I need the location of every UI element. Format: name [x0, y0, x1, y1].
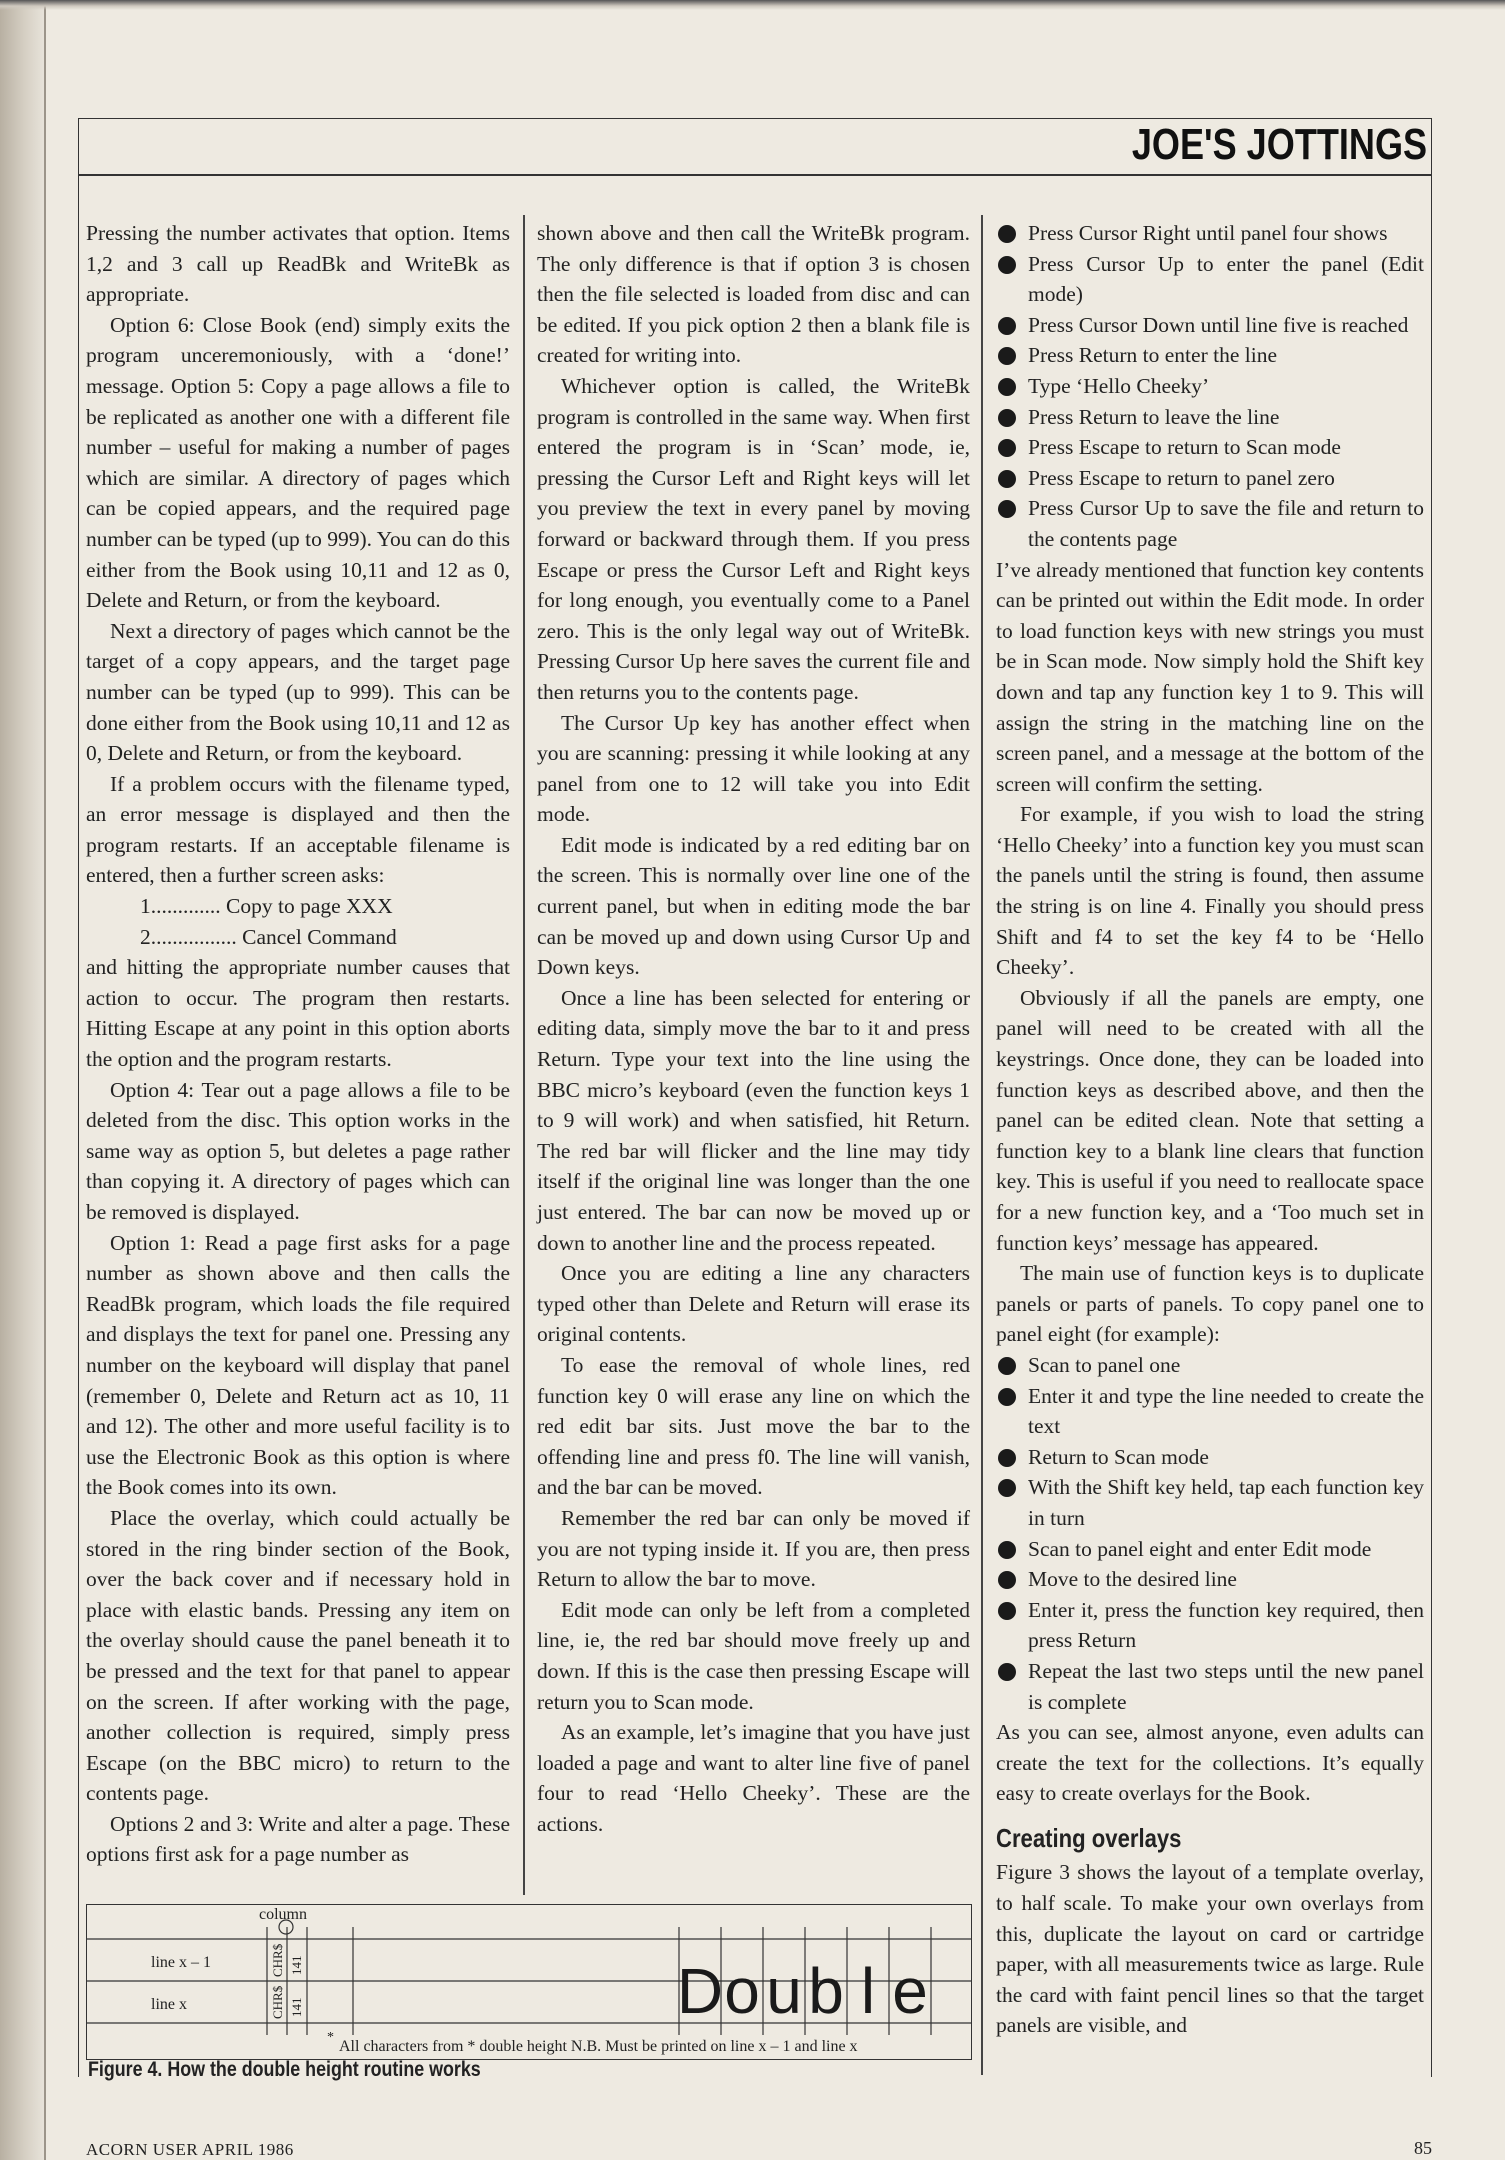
list-item [996, 310, 1424, 341]
double-height-letter: u [766, 1955, 802, 2027]
bullet-icon [998, 1388, 1016, 1406]
note-star: * [327, 2030, 334, 2045]
list-item [996, 340, 1424, 371]
list-item [996, 432, 1424, 463]
column-1 [86, 218, 510, 1870]
bullet-icon [998, 1449, 1016, 1467]
paragraph: Figure 3 shows the layout of a template overlay, to half scale. To make your own overlays from this, duplicate the layout on card or cartridge paper, with all measurements twice as large. Rule the card with faint pencil lines so that the target panels are visible, and [996, 1860, 1424, 2038]
list-item-text: Press Escape to return to Scan mode [1028, 435, 1341, 460]
column-rule-1 [523, 215, 525, 1895]
paragraph: The main use of function keys is to duplicate panels or parts of panels. To copy panel one to panel eight (for example): [996, 1261, 1424, 1347]
list-item-text: Move to the desired line [1028, 1567, 1237, 1592]
paragraph: Edit mode is indicated by a red editing bar on the screen. This is normally over line one of the current panel, but when in editing mode the bar can be moved up and down using Cursor Up and Down keys. [537, 832, 970, 980]
bullet-icon [998, 347, 1016, 365]
paragraph: I’ve already mentioned that function key contents can be printed out within the Edit mode. In order to load function keys with new strings you must be in Scan mode. Now simply hold the Shift key down and tap any function key 1 to 9. This will assign the string in the matching line on the screen panel, and a message at the bottom of the screen will confirm the setting. [996, 557, 1424, 796]
list-item-text: Enter it, press the function key required, then press Return [1028, 1597, 1424, 1653]
column-3 [996, 218, 1424, 2041]
chr-code-row1: 141 [289, 1955, 304, 1975]
list-item-text: With the Shift key held, tap each function key in turn [1028, 1475, 1424, 1530]
bullet-icon [998, 470, 1016, 488]
double-height-letter: l [860, 1955, 876, 2027]
list-item-text: Press Return to enter the line [1028, 343, 1277, 368]
list-item [996, 493, 1424, 554]
paragraph: Options 2 and 3: Write and alter a page. These options first ask for a page number as [86, 1811, 510, 1867]
chr-label-row1: CHR$ [270, 1943, 285, 1977]
paragraph: The Cursor Up key has another effect when you are scanning: pressing it while looking at any panel from one to 12 will take you into Edit mode. [537, 710, 970, 827]
bullet-icon [998, 1541, 1016, 1559]
list-item-text: Press Escape to return to panel zero [1028, 465, 1335, 490]
section-heading: JOE'S JOTTINGS [1131, 120, 1427, 169]
column-2 [537, 218, 970, 1898]
bullet-icon [998, 1602, 1016, 1620]
bullet-icon [998, 500, 1016, 518]
double-height-letter: b [808, 1955, 844, 2027]
action-list [996, 218, 1424, 555]
list-item [996, 1472, 1424, 1533]
binding-gutter [0, 0, 46, 2160]
list-item [996, 249, 1424, 310]
column-rule-2 [981, 215, 983, 2075]
list-item-text: Press Cursor Right until panel four shows [1028, 221, 1388, 245]
list-item-text: Scan to panel eight and enter Edit mode [1028, 1536, 1372, 1561]
bullet-icon [998, 225, 1016, 243]
list-item-text: Press Cursor Up to save the file and return to the contents page [1028, 496, 1424, 551]
list-item-text: Repeat the last two steps until the new panel is complete [1028, 1658, 1424, 1714]
bullet-icon [998, 1663, 1016, 1681]
paragraph: Option 6: Close Book (end) simply exits the program unceremoniously, with a ‘done!’ message. Option 5: Copy a page allows a file to be replicated as another one with a different file number – useful for making a number of pages which are similar. A directory of pages which can be copied appears, and the required page number can be typed (up to 999). You can do this either from the Book using 10,11 and 12 as 0, Delete and Return, or from the keyboard. [86, 312, 510, 613]
bullet-icon [998, 1571, 1016, 1589]
double-height-letter: o [724, 1955, 760, 2027]
list-item-text: Press Return to leave the line [1028, 404, 1280, 429]
paragraph: As an example, let’s imagine that you have just loaded a page and want to alter line five of panel four to read ‘Hello Cheeky’. These are the actions. [537, 1720, 970, 1836]
list-item-text: Return to Scan mode [1028, 1444, 1209, 1469]
paragraph: Next a directory of pages which cannot be the target of a copy appears, and the target page number can be typed (up to 999). This can be done either from the Book using 10,11 and 12 as 0, Delete and Return, or from the keyboard. [86, 618, 510, 766]
list-item-text: Press Cursor Up to enter the panel (Edit mode) [1028, 251, 1424, 307]
list-item [996, 1381, 1424, 1442]
bullet-icon [998, 409, 1016, 427]
figure-caption: Figure 4. How the double height routine works [88, 2058, 481, 2081]
copy-steps-list [996, 1350, 1424, 1717]
list-item [996, 1656, 1424, 1717]
bullet-icon [998, 439, 1016, 457]
row-label-line-x-minus-1: line x – 1 [151, 1954, 211, 1971]
row-label-line-x: line x [151, 1996, 187, 2013]
bullet-icon [998, 1357, 1016, 1375]
paragraph: Option 1: Read a page first asks for a page number as shown above and then calls the ReadBk program, which loads the file required and displays the text for panel one. Pressing any number on the keyboard will display that panel (remember 0, Delete and Return act as 10, 11 and 12). The other and more useful facility is to use the Electronic Book as this option is where the Book comes into its own. [86, 1230, 510, 1500]
paragraph: shown above and then call the WriteBk program. The only difference is that if option 3 is chosen then the file selected is loaded from disc and can be edited. If you pick option 2 then a blank file is created for writing into. [537, 221, 970, 368]
list-item-text: Press Cursor Down until line five is reached [1028, 312, 1409, 337]
page-number: 85 [1414, 2138, 1432, 2158]
list-item [996, 1564, 1424, 1595]
list-item-text: Enter it and type the line needed to create the text [1028, 1383, 1424, 1439]
paragraph: and hitting the appropriate number causes that action to occur. The program then restarts. Hitting Escape at any point in this option aborts the option and the program restarts. [86, 955, 510, 1072]
paragraph: Whichever option is called, the WriteBk program is controlled in the same way. When first entered the program is in ‘Scan’ mode, ie, pressing the Cursor Left and Right keys will let you preview the text in every panel by moving forward or backward through them. If you press Escape or press the Cursor Left and Right keys for long enough, you eventually come to a Panel zero. This is the only legal way out of WriteBk. Pressing Cursor Up here saves the current file and then returns you to the contents page. [537, 373, 970, 704]
paragraph: Once you are editing a line any characters typed other than Delete and Return will erase its original contents. [537, 1261, 970, 1347]
paragraph: Once a line has been selected for entering or editing data, simply move the bar to it and press Return. Type your text into the line using the BBC micro’s keyboard (even the function keys 1 to 9 will work) and when satisfied, hit Return. The red bar will flicker and the line may tidy itself if the original line was longer than the one just entered. The bar can now be moved up or down to another line and the process repeated. [537, 985, 970, 1255]
bullet-icon [998, 317, 1016, 335]
paragraph: To ease the removal of whole lines, red function key 0 will erase any line on which the red edit bar sits. Just move the bar to the offending line and press f0. The line will vanish, and the bar can be moved. [537, 1352, 970, 1500]
paragraph: For example, if you wish to load the string ‘Hello Cheeky’ into a function key you must scan the panels until the string is found, then assume the string is on line 4. Finally you should press Shift and f4 to set the key f4 to be ‘Hello Cheeky’. [996, 802, 1424, 980]
paragraph: Pressing the number activates that option. Items 1,2 and 3 call up ReadBk and WriteBk as appropriate. [86, 221, 510, 307]
list-item-text: Type ‘Hello Cheeky’ [1028, 373, 1210, 398]
paragraph: Obviously if all the panels are empty, one panel will need to be created with all the keystrings. Once done, they can be loaded into function keys as described above, and then the panel can be edited clean. Note that setting a function key to a blank line clears that function key. This is useful if you need to reallocate space for a new function key, and a ‘Too much set in function keys’ message has appeared. [996, 985, 1424, 1255]
bullet-icon [998, 256, 1016, 274]
double-height-letter: D [676, 1955, 724, 2027]
column-label: column [259, 1906, 307, 1923]
chr-code-row2: 141 [289, 1997, 304, 2017]
paragraph: If a problem occurs with the filename typed, an error message is displayed and then the program restarts. If an acceptable filename is entered, then a further screen asks: [86, 771, 510, 888]
list-item [996, 218, 1424, 249]
bullet-icon [998, 378, 1016, 396]
scan-shadow [0, 0, 1505, 10]
chr-label-row2: CHR$ [270, 1985, 285, 2019]
menu-option-copy: 1............. Copy to page XXX [140, 894, 393, 919]
figure-note: All characters from * double height N.B. Must be printed on line x – 1 and line x [339, 2038, 858, 2055]
list-item [996, 371, 1424, 402]
list-item [996, 1595, 1424, 1656]
subheading-creating-overlays: Creating overlays [996, 1822, 1182, 1853]
list-item [996, 1350, 1424, 1381]
menu-option-cancel: 2................ Cancel Command [140, 924, 397, 949]
double-height-letter: e [892, 1955, 928, 2027]
footer-publication: ACORN USER APRIL 1986 [86, 2140, 294, 2159]
list-item [996, 463, 1424, 494]
list-item [996, 1442, 1424, 1473]
list-item [996, 402, 1424, 433]
double-height-word [677, 1955, 928, 2027]
figure-4-diagram [86, 1904, 972, 2060]
paragraph: Place the overlay, which could actually be stored in the ring binder section of the Book, over the back cover and if necessary hold in place with elastic bands. Pressing any item on the overlay should cause the panel beneath it to be pressed and the text for that panel to appear on the screen. If after working with the page, another collection is required, simply press Escape (on the BBC micro) to return to the contents page. [86, 1505, 510, 1806]
paragraph: As you can see, almost anyone, even adults can create the text for the collections. It’s equally easy to create overlays for the Book. [996, 1720, 1424, 1806]
list-item [996, 1534, 1424, 1565]
paragraph: Remember the red bar can only be moved if you are not typing inside it. If you are, then press Return to allow the bar to move. [537, 1505, 970, 1592]
paragraph: Option 4: Tear out a page allows a file to be deleted from the disc. This option works in the same way as option 5, but deletes a page rather than copying it. A directory of pages which can be removed is displayed. [86, 1077, 510, 1224]
list-item-text: Scan to panel one [1028, 1352, 1181, 1377]
bullet-icon [998, 1479, 1016, 1497]
double-height-diagram [87, 1905, 971, 2059]
binding-edge [44, 0, 46, 2160]
paragraph: Edit mode can only be left from a completed line, ie, the red bar should move freely up and down. If this is the case then pressing Escape will return you to Scan mode. [537, 1597, 970, 1714]
header-rule [78, 174, 1432, 176]
